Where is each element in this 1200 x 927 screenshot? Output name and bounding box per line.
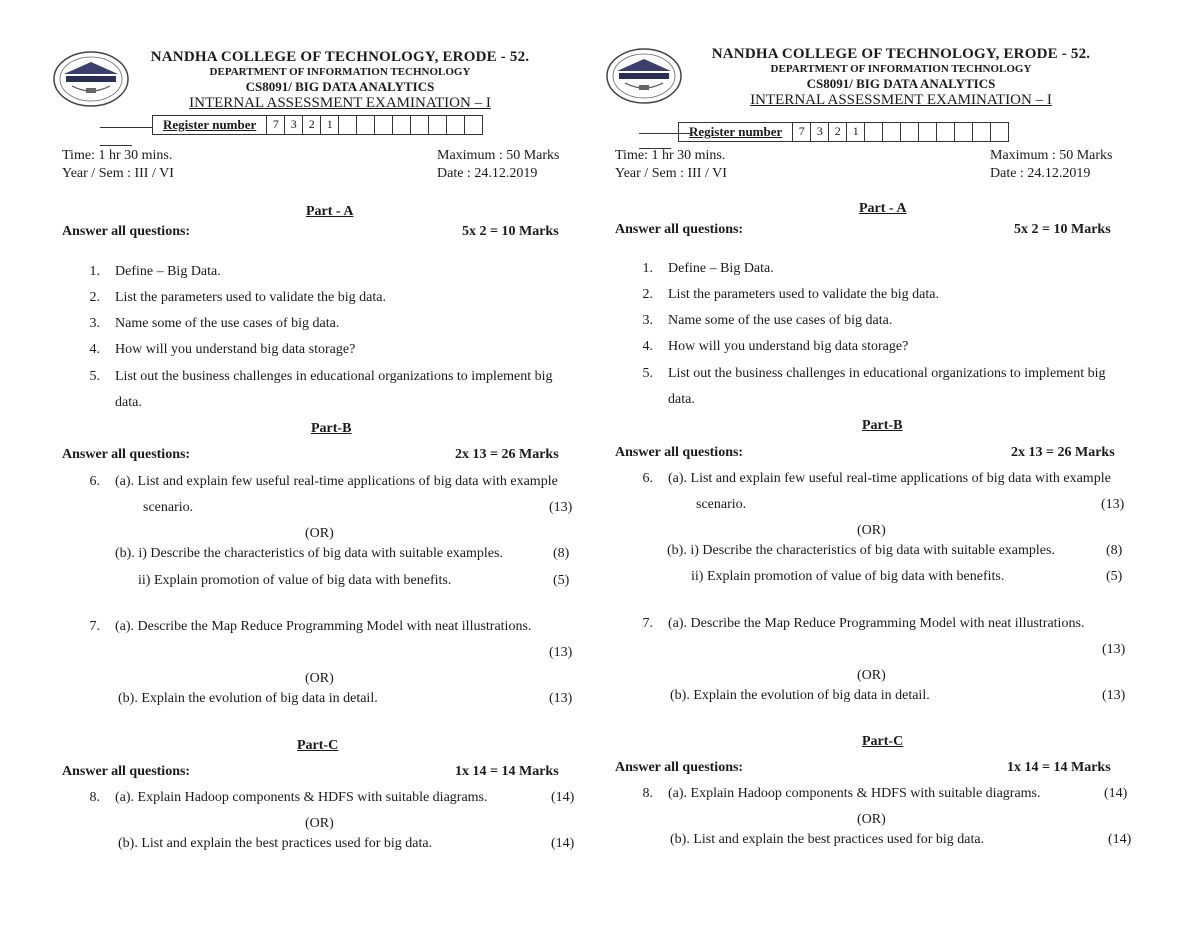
question-marks: (14) <box>551 836 575 851</box>
question-number: 3. <box>642 313 653 328</box>
register-digit-cell <box>465 116 482 134</box>
register-digit-cell <box>447 116 465 134</box>
register-digit-cell: 2 <box>829 123 847 141</box>
question-marks: (13) <box>1101 497 1125 512</box>
part-a-instruction: Answer all questions: <box>615 222 744 237</box>
question-text: (a). Describe the Map Reduce Programming Model with neat illustrations. <box>668 616 1085 631</box>
register-digit-cell: 1 <box>847 123 865 141</box>
question-marks: (13) <box>549 645 573 660</box>
question-number: 4. <box>89 342 100 357</box>
register-digit-cell <box>883 123 901 141</box>
part-b-marks: 2x 13 = 26 Marks <box>455 447 559 462</box>
question-number: 6. <box>642 471 653 486</box>
part-b-instruction: Answer all questions: <box>615 445 744 460</box>
part-b-marks: 2x 13 = 26 Marks <box>1011 445 1115 460</box>
question-number: 1. <box>642 261 653 276</box>
part-c-marks: 1x 14 = 14 Marks <box>1007 760 1111 775</box>
question-text: (b). i) Describe the characteristics of big data with suitable examples. <box>115 546 503 561</box>
year-semester: Year / Sem : III / VI <box>62 166 174 181</box>
question-number: 5. <box>642 366 653 381</box>
question-paper-right <box>553 0 1153 924</box>
question-text-continued: data. <box>115 395 142 410</box>
register-digit-cell: 2 <box>303 116 321 134</box>
question-text: ii) Explain promotion of value of big data with benefits. <box>138 573 452 588</box>
exam-title: INTERNAL ASSESSMENT EXAMINATION – I <box>750 92 1052 108</box>
question-number: 2. <box>642 287 653 302</box>
register-digit-cell <box>865 123 883 141</box>
question-number: 4. <box>642 339 653 354</box>
question-marks: (8) <box>1106 543 1123 558</box>
exam-duration: Time: 1 hr 30 mins. <box>62 148 173 163</box>
department-name: DEPARTMENT OF INFORMATION TECHNOLOGY <box>770 63 1032 75</box>
exam-title: INTERNAL ASSESSMENT EXAMINATION – I <box>189 95 491 111</box>
question-marks: (14) <box>551 790 575 805</box>
college-name: NANDHA COLLEGE OF TECHNOLOGY, ERODE - 52. <box>150 49 530 65</box>
register-digit-cell <box>357 116 375 134</box>
maximum-marks: Maximum : 50 Marks <box>437 148 560 163</box>
register-digit-cell <box>375 116 393 134</box>
or-separator: (OR) <box>305 671 334 686</box>
register-digit-cell: 7 <box>267 116 285 134</box>
question-number: 1. <box>89 264 100 279</box>
college-seal-icon <box>605 47 683 105</box>
question-text: List the parameters used to validate the big data. <box>668 287 939 302</box>
part-a-title: Part - A <box>859 201 907 216</box>
question-number: 6. <box>89 474 100 489</box>
question-text: (a). Describe the Map Reduce Programming Model with neat illustrations. <box>115 619 532 634</box>
course-title: CS8091/ BIG DATA ANALYTICS <box>806 76 996 91</box>
question-text: (b). i) Describe the characteristics of big data with suitable examples. <box>667 543 1055 558</box>
course-title: CS8091/ BIG DATA ANALYTICS <box>245 79 435 94</box>
question-number: 8. <box>89 790 100 805</box>
question-number: 2. <box>89 290 100 305</box>
or-separator: (OR) <box>305 816 334 831</box>
question-marks: (14) <box>1108 832 1132 847</box>
register-number-box <box>678 122 1009 142</box>
register-digit-cell: 3 <box>811 123 829 141</box>
department-name: DEPARTMENT OF INFORMATION TECHNOLOGY <box>209 66 471 78</box>
question-text: (a). Explain Hadoop components & HDFS with suitable diagrams. <box>668 786 1041 801</box>
question-text: Name some of the use cases of big data. <box>668 313 893 328</box>
part-b-title: Part-B <box>862 418 903 433</box>
register-digit-cell <box>393 116 411 134</box>
question-text-continued: scenario. <box>143 500 194 515</box>
or-separator: (OR) <box>305 526 334 541</box>
register-digit-cell <box>973 123 991 141</box>
question-text: (b). List and explain the best practices used for big data. <box>670 832 985 847</box>
register-digit-cell <box>991 123 1008 141</box>
register-digit-cell: 1 <box>321 116 339 134</box>
rule-line <box>100 145 132 146</box>
question-text: Define – Big Data. <box>115 264 221 279</box>
register-digit-cell <box>901 123 919 141</box>
question-number: 8. <box>642 786 653 801</box>
question-marks: (13) <box>1102 642 1126 657</box>
register-digit-cell: 7 <box>793 123 811 141</box>
question-text: Name some of the use cases of big data. <box>115 316 340 331</box>
question-number: 7. <box>642 616 653 631</box>
register-digit-cell: 3 <box>285 116 303 134</box>
part-a-marks: 5x 2 = 10 Marks <box>1014 222 1111 237</box>
question-number: 7. <box>89 619 100 634</box>
exam-date: Date : 24.12.2019 <box>437 166 538 181</box>
part-c-instruction: Answer all questions: <box>62 764 191 779</box>
question-marks: (14) <box>1104 786 1128 801</box>
part-b-instruction: Answer all questions: <box>62 447 191 462</box>
part-c-title: Part-C <box>862 734 904 749</box>
question-text-continued: data. <box>668 392 695 407</box>
part-c-instruction: Answer all questions: <box>615 760 744 775</box>
question-marks: (5) <box>1106 569 1123 584</box>
register-number-label: Register number <box>153 116 267 134</box>
question-text: How will you understand big data storage? <box>668 339 909 354</box>
part-c-marks: 1x 14 = 14 Marks <box>455 764 559 779</box>
part-a-instruction: Answer all questions: <box>62 224 191 239</box>
question-text: List out the business challenges in educational organizations to implement big <box>668 366 1106 381</box>
question-text: ii) Explain promotion of value of big data with benefits. <box>691 569 1005 584</box>
question-text: (a). List and explain few useful real-time applications of big data with example <box>668 471 1111 486</box>
register-digit-cell <box>919 123 937 141</box>
register-number-label: Register number <box>679 123 793 141</box>
exam-duration: Time: 1 hr 30 mins. <box>615 148 726 163</box>
register-number-box <box>152 115 483 135</box>
register-digit-cell <box>937 123 955 141</box>
question-text: (a). Explain Hadoop components & HDFS with suitable diagrams. <box>115 790 488 805</box>
part-a-title: Part - A <box>306 204 354 219</box>
question-text: Define – Big Data. <box>668 261 774 276</box>
question-marks: (13) <box>549 500 573 515</box>
part-c-title: Part-C <box>297 738 339 753</box>
college-name: NANDHA COLLEGE OF TECHNOLOGY, ERODE - 52. <box>711 46 1091 62</box>
maximum-marks: Maximum : 50 Marks <box>990 148 1113 163</box>
register-digit-cell <box>429 116 447 134</box>
or-separator: (OR) <box>857 812 886 827</box>
question-marks: (8) <box>553 546 570 561</box>
question-number: 5. <box>89 369 100 384</box>
question-marks: (13) <box>1102 688 1126 703</box>
question-text: How will you understand big data storage? <box>115 342 356 357</box>
question-text: List out the business challenges in educational organizations to implement big <box>115 369 553 384</box>
or-separator: (OR) <box>857 523 886 538</box>
question-text: (a). List and explain few useful real-time applications of big data with example <box>115 474 558 489</box>
rule-line <box>100 127 152 128</box>
college-seal-icon <box>52 50 130 108</box>
question-text: (b). List and explain the best practices used for big data. <box>118 836 433 851</box>
part-b-title: Part-B <box>311 421 352 436</box>
question-text: (b). Explain the evolution of big data in detail. <box>118 691 378 706</box>
question-marks: (13) <box>549 691 573 706</box>
question-marks: (5) <box>553 573 570 588</box>
question-text: (b). Explain the evolution of big data in detail. <box>670 688 930 703</box>
year-semester: Year / Sem : III / VI <box>615 166 727 181</box>
register-digit-cell <box>411 116 429 134</box>
or-separator: (OR) <box>857 668 886 683</box>
register-digit-cell <box>955 123 973 141</box>
part-a-marks: 5x 2 = 10 Marks <box>462 224 559 239</box>
register-digit-cell <box>339 116 357 134</box>
question-text-continued: scenario. <box>696 497 747 512</box>
exam-date: Date : 24.12.2019 <box>990 166 1091 181</box>
question-number: 3. <box>89 316 100 331</box>
question-text: List the parameters used to validate the big data. <box>115 290 386 305</box>
